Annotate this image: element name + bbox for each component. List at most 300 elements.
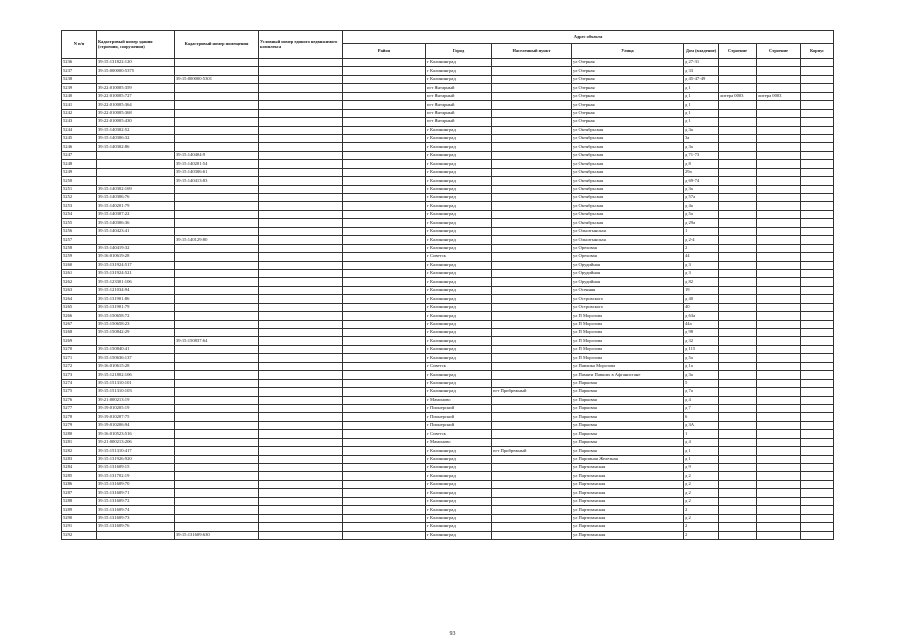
cell-structure — [757, 430, 801, 438]
cell-district — [343, 160, 426, 168]
cell-cond-num — [259, 295, 343, 303]
cell-house: д 98 — [684, 329, 719, 337]
cell-city: г Калининград — [426, 227, 492, 235]
cell-korpus — [801, 447, 834, 455]
cell-korpus — [801, 67, 834, 75]
cell-structure — [757, 413, 801, 421]
cell-district — [343, 531, 426, 539]
cell-cond-num — [259, 371, 343, 379]
cell-cond-num — [259, 396, 343, 404]
cell-street: ул П Морозова — [572, 337, 684, 345]
table-row — [62, 320, 834, 328]
cell-structure — [757, 480, 801, 488]
cell-cad-building — [97, 337, 175, 345]
cell-city: г Калининград — [426, 497, 492, 505]
cell-district — [343, 168, 426, 176]
cell-cad-room — [175, 227, 259, 235]
cell-city: г Калининград — [426, 506, 492, 514]
cell-structure — [757, 227, 801, 235]
table-row — [62, 404, 834, 412]
cell-korpus — [801, 219, 834, 227]
cell-structure — [757, 244, 801, 252]
cell-city: г Калининград — [426, 168, 492, 176]
cell-cad-building: 39:15:123301:106 — [97, 278, 175, 286]
cell-cad-room — [175, 92, 259, 100]
cell-cad-building: 39:19:010206:94 — [97, 421, 175, 429]
cell-cad-room: 39:15:131609:630 — [175, 531, 259, 539]
cell-city: г Калининград — [426, 531, 492, 539]
table-row — [62, 236, 834, 244]
cell-korpus — [801, 286, 834, 294]
cell-cad-building — [97, 151, 175, 159]
table-row — [62, 514, 834, 522]
cell-structure — [757, 472, 801, 480]
cell-korpus — [801, 227, 834, 235]
cell-district — [343, 253, 426, 261]
cell-korpus — [801, 210, 834, 218]
cell-cond-num — [259, 404, 343, 412]
cell-cond-num — [259, 337, 343, 345]
cell-num: 5260 — [62, 261, 97, 269]
table-row — [62, 92, 834, 100]
cell-cond-num — [259, 345, 343, 353]
table-row — [62, 185, 834, 193]
cell-street: ул Памяти Павших в Афганистане — [572, 371, 684, 379]
cell-settlement — [492, 329, 572, 337]
cell-settlement — [492, 143, 572, 151]
cell-city: г Калининград — [426, 269, 492, 277]
table-row — [62, 413, 834, 421]
cell-structure — [757, 388, 801, 396]
table-row — [62, 118, 834, 126]
cell-num: 5254 — [62, 210, 97, 218]
cell-structure — [757, 295, 801, 303]
cell-num: 5289 — [62, 506, 97, 514]
cell-house: 19 — [684, 286, 719, 294]
table-row — [62, 278, 834, 286]
cell-cad-building: 39:22:010005:430 — [97, 118, 175, 126]
header-district: Район — [343, 44, 426, 59]
cell-num: 5285 — [62, 472, 97, 480]
cell-house: д 32 — [684, 337, 719, 345]
cell-street: ул Октябрьская — [572, 168, 684, 176]
cell-korpus — [801, 464, 834, 472]
cell-house: д 63а — [684, 312, 719, 320]
table-row — [62, 337, 834, 345]
cell-house: 44 — [684, 253, 719, 261]
cell-settlement: пгт Прибрежный — [492, 388, 572, 396]
cell-num: 5290 — [62, 514, 97, 522]
cell-structure — [757, 523, 801, 531]
cell-structure — [757, 101, 801, 109]
cell-house: д 45-47-49 — [684, 75, 719, 83]
cell-korpus — [801, 345, 834, 353]
cell-structure — [757, 455, 801, 463]
cell-street: ул Паромная Железная — [572, 455, 684, 463]
cell-cad-room — [175, 421, 259, 429]
table-row — [62, 455, 834, 463]
cell-building — [719, 514, 757, 522]
cell-city: г Калининград — [426, 278, 492, 286]
cell-street: ул Орудийная — [572, 261, 684, 269]
cell-building — [719, 345, 757, 353]
cell-cond-num — [259, 320, 343, 328]
cell-korpus — [801, 143, 834, 151]
cell-district — [343, 345, 426, 353]
cell-street: ул П Морозова — [572, 320, 684, 328]
cell-num: 5242 — [62, 109, 97, 117]
cell-cad-building: 39:15:131924:517 — [97, 261, 175, 269]
cell-city: г Калининград — [426, 303, 492, 311]
header-city: Город — [426, 44, 492, 59]
page-number: 93 — [449, 631, 456, 637]
cell-street: ул Парковая — [572, 413, 684, 421]
cell-settlement — [492, 506, 572, 514]
cell-settlement — [492, 497, 572, 505]
cell-num: 5266 — [62, 312, 97, 320]
cell-korpus — [801, 362, 834, 370]
cell-korpus — [801, 101, 834, 109]
cell-cad-building — [97, 75, 175, 83]
cell-structure — [757, 118, 801, 126]
cell-district — [343, 455, 426, 463]
cell-cad-building: 39:15:131901:79 — [97, 303, 175, 311]
cell-cad-building: 39:15:131702:19 — [97, 472, 175, 480]
table-row — [62, 489, 834, 497]
cell-cad-building: 39:15:131609:70 — [97, 480, 175, 488]
cell-city: г Калининград — [426, 177, 492, 185]
cell-cond-num — [259, 303, 343, 311]
cell-district — [343, 219, 426, 227]
header-num: N п/п — [62, 31, 97, 59]
cell-district — [343, 497, 426, 505]
cell-cond-num — [259, 160, 343, 168]
cell-house: д 3 — [684, 269, 719, 277]
cell-house: д 3а — [684, 371, 719, 379]
cell-city: пгт Янтарный — [426, 92, 492, 100]
table-row — [62, 480, 834, 488]
header-korpus: Корпус — [801, 44, 834, 59]
table-row — [62, 354, 834, 362]
cell-building — [719, 362, 757, 370]
table-row — [62, 396, 834, 404]
cell-building — [719, 151, 757, 159]
cell-korpus — [801, 371, 834, 379]
cell-building — [719, 464, 757, 472]
cell-building — [719, 354, 757, 362]
cell-cond-num — [259, 464, 343, 472]
cell-num: 5271 — [62, 354, 97, 362]
cell-street: ул П Морозова — [572, 312, 684, 320]
cell-cad-room: 39:15:140404:9 — [175, 151, 259, 159]
cell-building — [719, 84, 757, 92]
cell-korpus — [801, 312, 834, 320]
cell-building — [719, 177, 757, 185]
cell-cad-building — [97, 160, 175, 168]
table-row — [62, 244, 834, 252]
cell-city: г Калининград — [426, 236, 492, 244]
cell-cad-building: 39:22:010005:368 — [97, 109, 175, 117]
cell-building — [719, 388, 757, 396]
table-row — [62, 109, 834, 117]
cell-cad-building: 39:15:140201:79 — [97, 202, 175, 210]
cell-num: 5282 — [62, 447, 97, 455]
cell-district — [343, 202, 426, 210]
cell-street: ул Ольштынская — [572, 227, 684, 235]
cell-building — [719, 320, 757, 328]
cell-building — [719, 438, 757, 446]
cell-structure — [757, 67, 801, 75]
cell-street: ул Парковая — [572, 447, 684, 455]
cell-house: д 2 — [684, 514, 719, 522]
cell-cad-building: 39:15:150840:41 — [97, 345, 175, 353]
cell-city: г Калининград — [426, 261, 492, 269]
cell-building — [719, 329, 757, 337]
cell-num: 5279 — [62, 421, 97, 429]
cell-cad-building: 39:15:140306:36 — [97, 219, 175, 227]
cell-building — [719, 185, 757, 193]
table-row — [62, 506, 834, 514]
cell-cad-building: 39:15:150636:137 — [97, 354, 175, 362]
cell-structure — [757, 59, 801, 67]
cell-city: г Калининград — [426, 329, 492, 337]
cell-korpus — [801, 168, 834, 176]
cell-district — [343, 278, 426, 286]
cell-district — [343, 295, 426, 303]
cell-city: г Калининград — [426, 514, 492, 522]
cell-structure — [757, 75, 801, 83]
cell-street: ул Октябрьская — [572, 151, 684, 159]
cell-district — [343, 489, 426, 497]
cell-cad-room — [175, 101, 259, 109]
cell-num: 5280 — [62, 430, 97, 438]
cell-cad-room — [175, 278, 259, 286]
table-row — [62, 531, 834, 539]
cell-city: г Калининград — [426, 379, 492, 387]
cell-district — [343, 151, 426, 159]
cell-korpus — [801, 455, 834, 463]
cell-num: 5267 — [62, 320, 97, 328]
cell-num: 5257 — [62, 236, 97, 244]
cell-cad-building: 39:15:140307:22 — [97, 210, 175, 218]
cell-cond-num — [259, 438, 343, 446]
cell-house: д 71-73 — [684, 151, 719, 159]
cell-house: д 1 — [684, 118, 719, 126]
cell-settlement — [492, 295, 572, 303]
cell-cad-room — [175, 379, 259, 387]
cell-settlement — [492, 371, 572, 379]
cell-street: ул Октябрьская — [572, 210, 684, 218]
cell-district — [343, 143, 426, 151]
cell-house: д 82 — [684, 278, 719, 286]
cell-korpus — [801, 202, 834, 210]
cell-district — [343, 134, 426, 142]
cell-street: ул Озерная — [572, 118, 684, 126]
table-row — [62, 303, 834, 311]
table-row — [62, 101, 834, 109]
cell-city: г Калининград — [426, 371, 492, 379]
cell-house: д 1 — [684, 455, 719, 463]
cell-structure — [757, 421, 801, 429]
cell-num: 5269 — [62, 337, 97, 345]
cell-house: д 3 — [684, 261, 719, 269]
cell-building — [719, 337, 757, 345]
cell-structure — [757, 312, 801, 320]
cell-settlement — [492, 404, 572, 412]
cell-korpus — [801, 531, 834, 539]
cell-street: ул Партизанская — [572, 506, 684, 514]
cell-district — [343, 404, 426, 412]
cell-korpus — [801, 303, 834, 311]
cell-house: д 4а — [684, 202, 719, 210]
property-table — [61, 30, 834, 540]
cell-cad-room — [175, 269, 259, 277]
cell-building — [719, 523, 757, 531]
cell-korpus — [801, 244, 834, 252]
cell-korpus — [801, 134, 834, 142]
cell-street: ул Озерная — [572, 67, 684, 75]
cell-street: ул Партизанская — [572, 480, 684, 488]
cell-house: д 3А — [684, 421, 719, 429]
cell-house: д 3а — [684, 126, 719, 134]
cell-structure — [757, 447, 801, 455]
cell-district — [343, 67, 426, 75]
header-cad-building: Кадастровый номер здания (строения, сооружения) — [97, 31, 175, 59]
cell-korpus — [801, 177, 834, 185]
cell-cad-room — [175, 261, 259, 269]
cell-cad-room — [175, 253, 259, 261]
cell-cad-building: 39:15:140302:169 — [97, 185, 175, 193]
cell-cad-room — [175, 320, 259, 328]
cell-building — [719, 413, 757, 421]
table-row — [62, 329, 834, 337]
cell-structure — [757, 320, 801, 328]
cell-cad-room — [175, 210, 259, 218]
cell-house: д 2 — [684, 480, 719, 488]
cell-house: 2 — [684, 531, 719, 539]
cell-cad-room — [175, 362, 259, 370]
cell-korpus — [801, 295, 834, 303]
table-row — [62, 379, 834, 387]
table-row — [62, 345, 834, 353]
cell-cad-building: 39:15:121802:106 — [97, 371, 175, 379]
cell-settlement — [492, 286, 572, 294]
cell-district — [343, 421, 426, 429]
table-row — [62, 227, 834, 235]
table-row — [62, 312, 834, 320]
cell-num: 5252 — [62, 194, 97, 202]
cell-building — [719, 455, 757, 463]
cell-house: д 7а — [684, 388, 719, 396]
cell-street: ул Орудийная — [572, 278, 684, 286]
cell-settlement — [492, 421, 572, 429]
cell-district — [343, 227, 426, 235]
cell-settlement — [492, 345, 572, 353]
cell-cad-building: 39:21:000213:19 — [97, 396, 175, 404]
cell-num: 5263 — [62, 286, 97, 294]
table-row — [62, 464, 834, 472]
cell-street: ул Октябрьская — [572, 194, 684, 202]
cell-structure — [757, 185, 801, 193]
cell-cond-num — [259, 92, 343, 100]
cell-cad-building: 39:15:131609:71 — [97, 489, 175, 497]
cell-cond-num — [259, 59, 343, 67]
cell-structure — [757, 337, 801, 345]
cell-cad-room: 39:15:000000:5301 — [175, 75, 259, 83]
cell-district — [343, 438, 426, 446]
cell-structure — [757, 506, 801, 514]
cell-district — [343, 75, 426, 83]
cell-cond-num — [259, 278, 343, 286]
table-row — [62, 388, 834, 396]
cell-building — [719, 210, 757, 218]
cell-building — [719, 244, 757, 252]
cell-district — [343, 118, 426, 126]
cell-cad-room — [175, 396, 259, 404]
cell-district — [343, 388, 426, 396]
cell-settlement — [492, 67, 572, 75]
cell-city: г Калининград — [426, 489, 492, 497]
cell-city: г Калининград — [426, 354, 492, 362]
cell-building — [719, 143, 757, 151]
cell-structure — [757, 329, 801, 337]
cell-street: ул Октябрьская — [572, 219, 684, 227]
table-row — [62, 472, 834, 480]
cell-city: г Калининград — [426, 312, 492, 320]
table-row — [62, 126, 834, 134]
cell-cad-room: 39:15:150837:64 — [175, 337, 259, 345]
cell-cond-num — [259, 497, 343, 505]
cell-structure — [757, 84, 801, 92]
cell-settlement — [492, 194, 572, 202]
cell-structure: литера 0003 — [757, 92, 801, 100]
cell-district — [343, 523, 426, 531]
cell-cad-room — [175, 67, 259, 75]
cell-settlement — [492, 59, 572, 67]
cell-city: г Пионерский — [426, 421, 492, 429]
table-row — [62, 219, 834, 227]
cell-street: ул Партизанская — [572, 464, 684, 472]
cell-building — [719, 480, 757, 488]
cell-structure — [757, 514, 801, 522]
cell-cad-room — [175, 134, 259, 142]
cell-num: 5246 — [62, 143, 97, 151]
cell-cad-building — [97, 168, 175, 176]
cell-building — [719, 295, 757, 303]
cell-house: д 9 — [684, 464, 719, 472]
cell-num: 5258 — [62, 244, 97, 252]
table-row — [62, 523, 834, 531]
cell-district — [343, 371, 426, 379]
cell-korpus — [801, 320, 834, 328]
cell-korpus — [801, 118, 834, 126]
cell-structure — [757, 134, 801, 142]
cell-house: д 3а — [684, 143, 719, 151]
cell-num: 5244 — [62, 126, 97, 134]
cell-cad-building — [97, 177, 175, 185]
cell-korpus — [801, 388, 834, 396]
cell-city: г Калининград — [426, 523, 492, 531]
cell-building — [719, 379, 757, 387]
cell-korpus — [801, 109, 834, 117]
cell-cad-building: 39:16:010615:28 — [97, 362, 175, 370]
cell-cond-num — [259, 480, 343, 488]
cell-settlement — [492, 320, 572, 328]
cell-city: г Калининград — [426, 210, 492, 218]
cell-building — [719, 489, 757, 497]
cell-house: д 115 — [684, 345, 719, 353]
cell-house: д 57а — [684, 194, 719, 202]
